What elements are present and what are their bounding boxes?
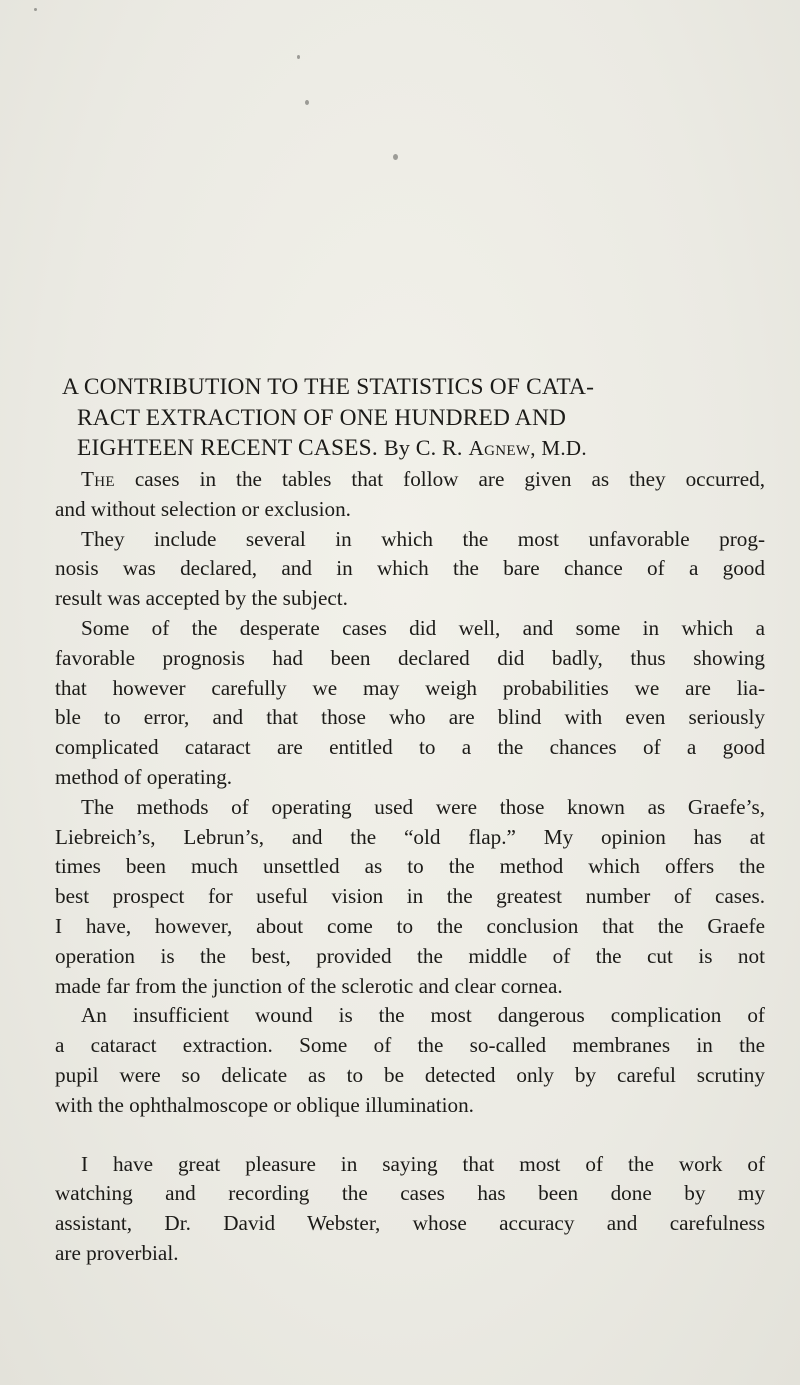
page-speck: [34, 8, 37, 11]
article-title: [62, 372, 762, 464]
paragraph: [55, 465, 765, 525]
body-line: pupil were so delicate as to be detected only by careful scrutiny: [55, 1062, 765, 1087]
body-line: ble to error, and that those who are blind with even seriously: [55, 705, 765, 730]
body-line: The methods of operating used were those known as Graefe’s,: [81, 794, 765, 819]
body-line: assistant, Dr. David Webster, whose accuracy and carefulness: [55, 1211, 765, 1236]
author-name: Agnew, M.D.: [468, 436, 587, 460]
body-line: with the ophthalmoscope or oblique illumination.: [55, 1092, 474, 1117]
page-speck: [297, 55, 300, 59]
body-line: nosis was declared, and in which the bare chance of a good: [55, 556, 765, 581]
body-line: best prospect for useful vision in the greatest number of cases.: [55, 884, 765, 909]
article-body: [55, 465, 765, 1269]
title-line-with-byline: [62, 433, 762, 464]
paragraph: [55, 614, 765, 793]
body-line: operation is the best, provided the middle of the cut is not: [55, 943, 765, 968]
body-line: result was accepted by the subject.: [55, 586, 348, 611]
body-line: complicated cataract are entitled to a the chances of a good: [55, 735, 765, 760]
title-line: EIGHTEEN RECENT CASES.: [77, 435, 378, 461]
body-line: and without selection or exclusion.: [55, 496, 351, 521]
body-line: I have, however, about come to the conclusion that the Graefe: [55, 913, 765, 938]
body-line: times been much unsettled as to the method which offers the: [55, 854, 765, 879]
paragraph-gap: [55, 1121, 765, 1150]
body-line: made far from the junction of the sclerotic and clear cornea.: [55, 973, 563, 998]
body-line: a cataract extraction. Some of the so-called membranes in the: [55, 1033, 765, 1058]
byline-prefix: By C. R.: [383, 435, 463, 460]
body-line: They include several in which the most unfavorable prog-: [81, 526, 765, 551]
body-line: that however carefully we may weigh probabilities we are lia-: [55, 675, 765, 700]
paragraph: [55, 525, 765, 614]
paragraph: [55, 1150, 765, 1269]
paragraph: [55, 793, 765, 1002]
body-line: watching and recording the cases has been done by my: [55, 1181, 765, 1206]
body-line: Liebreich’s, Lebrun’s, and the “old flap.” My opinion has at: [55, 824, 765, 849]
body-line: [55, 465, 765, 495]
title-line: RACT EXTRACTION OF ONE HUNDRED AND: [77, 404, 567, 431]
paragraph: [55, 1001, 765, 1120]
body-line: Some of the desperate cases did well, and some in which a: [81, 615, 765, 640]
body-line: method of operating.: [55, 764, 233, 789]
line-text: cases in the tables that follow are given as they occurred,: [114, 467, 765, 491]
body-line: I have great pleasure in saying that most of the work of: [81, 1151, 765, 1176]
page-speck: [305, 100, 309, 105]
body-line: An insufficient wound is the most dangerous complication of: [81, 1003, 765, 1028]
title-line: A CONTRIBUTION TO THE STATISTICS OF CATA-: [62, 374, 595, 400]
body-line: favorable prognosis had been declared did badly, thus showing: [55, 645, 765, 670]
lead-word: The: [81, 467, 115, 491]
page-speck: [393, 154, 398, 160]
body-line: are proverbial.: [55, 1240, 179, 1265]
